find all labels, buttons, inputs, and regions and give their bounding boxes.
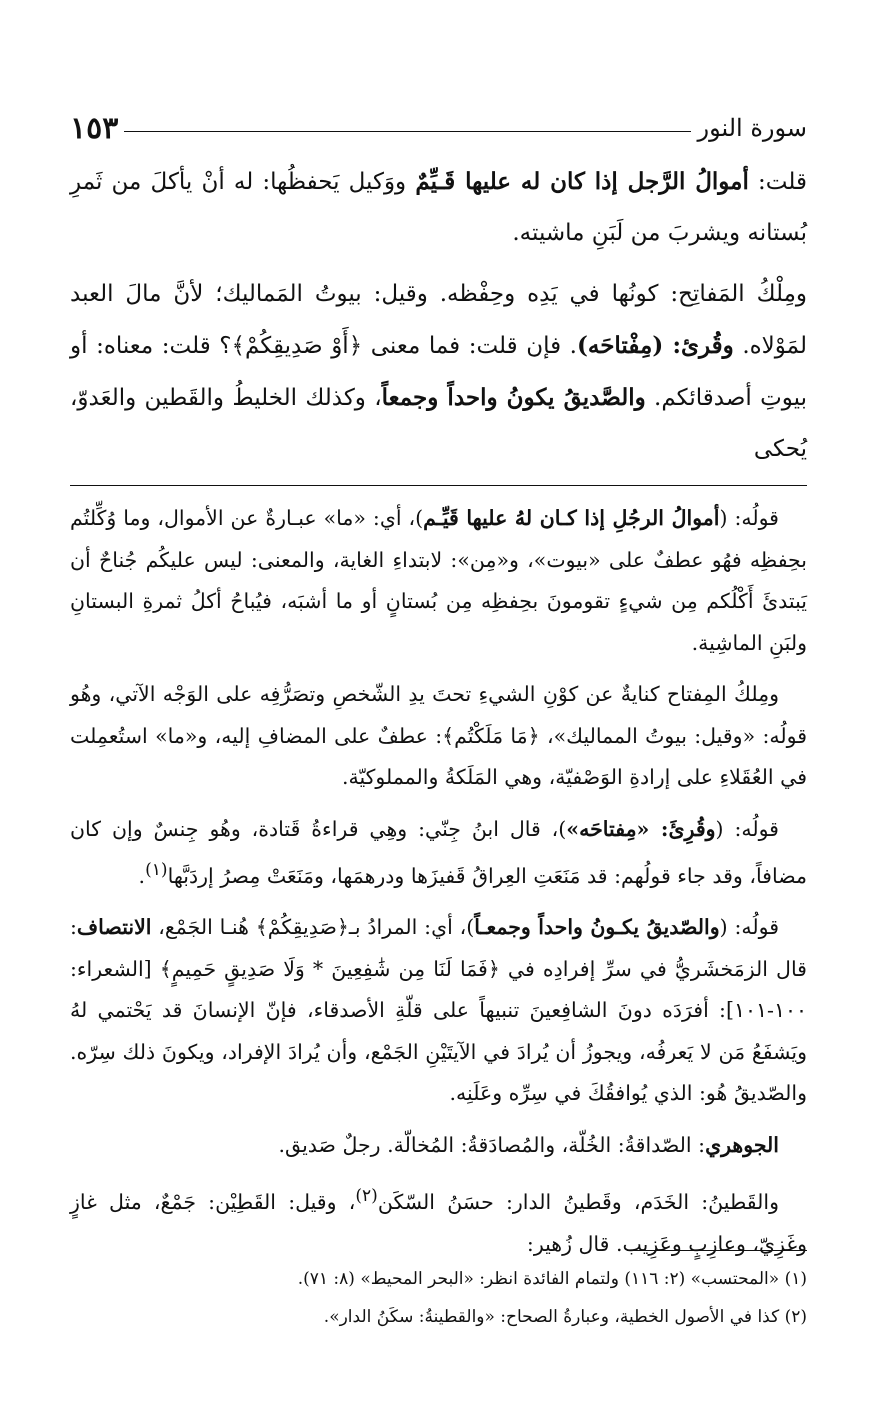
commentary-paragraph <box>70 809 807 898</box>
main-lemma: أموالُ الرَّجل إذا كان له عليها قَـيِّمٌ <box>415 168 749 195</box>
commentary-text: والقَطينُ: الخَدَم، وقَطينُ الدار: حسَنُ السّكَن <box>377 1190 779 1215</box>
main-text-segment: قلت: <box>748 169 808 195</box>
commentary-text: ، وقيل: القَطِيْن: جَمْعٌ، مثل غازٍ وغَزِيّ، وعازِبٍ وعَزِيب. قال زُهير: <box>70 1190 807 1256</box>
main-lemma: وقُرئ: (مِفْتاحَه) <box>576 332 734 359</box>
commentary-text: . <box>138 863 146 888</box>
footnote-ref[interactable]: (٢) <box>355 1186 378 1207</box>
commentary-paragraph <box>70 907 807 1115</box>
commentary <box>70 498 807 1265</box>
main-lemma: والصَّديقُ يكونُ واحداً وجمعاً <box>381 384 646 411</box>
commentary-text: ومِلكُ المِفتاح كنايةٌ عن كوْنِ الشيءِ تحتَ يدِ الشّخصِ وتصَرُّفِه على الوَجْه الآتي، وهُو قولُه: «وقيل: بيوتُ المماليك»، ﴿مَا مَلَكْتُم﴾: عطفٌ على المضافِ إليه، و«ما» استُعمِلت في العُقَلاءِ على إرادةِ الوَصْفيّة، وهي المَلَكةُ والمملوكيّة. <box>70 682 807 789</box>
footnote-item: (١) «المحتسب» (٢: ١١٦) ولتمام الفائدة انظر: «البحر المحيط» (٨: ٧١). <box>297 1269 807 1289</box>
commentary-text: : الصّداقةُ: الخُلّة، والمُصادَقةُ: المُخالّة. رجلٌ صَديق. <box>278 1132 706 1157</box>
surah-title: سورة النور <box>697 114 807 142</box>
commentary-text: )، قال ابنُ جِنّي: وهِي قراءةُ قَتادة، وهُو جِنسٌ وإن كان مضافاً، وقد جاء قولُهم: قد مَنَعَتِ العِراقُ قَفيزَها ودرهمَها، ومَنَعَتْ مِصرُ إردَبَّها <box>70 816 807 888</box>
main-paragraph <box>70 269 807 475</box>
footnote-item: (٢) كذا في الأصول الخطية، وعبارةُ الصحاح: «والقطينةُ: سكَنُ الدار». <box>323 1307 807 1327</box>
commentary-text: )، أي: المرادُ بـ﴿صَدِيقِكُمْ﴾ هُنـا الجَمْع، <box>151 915 475 940</box>
footnote-ref[interactable]: (١) <box>145 860 168 880</box>
commentary-text: : قال الزمَخشَريُّ في سرِّ إفرادِه في ﴿فَمَا لَنَا مِن شَٰفِعِينَ * وَلَا صَدِيقٍ حَمِيمٍ﴾ [الشعراء: ١٠٠-١٠١]: أفرَدَه دونَ الشافِعينَ تنبيهاً على قلّةِ الأصدقاء، فإنّ الإنسانَ قد يَحْتمي لهُ ويَشفَعُ مَن لا يَعرفُه، ويجوزُ أن يُرادَ في الآيتَيْنِ الجَمْع، وأن يُرادَ الإفراد، ويكونَ ذلك سِرّه. والصّديقُ هُو: الذي يُوافقُكَ في سِرِّه وعَلَنِه. <box>70 915 807 1106</box>
main-paragraph <box>70 156 807 259</box>
main-text <box>70 156 807 475</box>
commentary-lemma: أموالُ الرجُلِ إذا كـان لهُ عليها قَيِّـم <box>423 506 720 530</box>
commentary-paragraph <box>70 674 807 799</box>
main-text-segment: ووَكيل يَحفظُها: له أنْ يأكلَ من ثَمرِ بُستانه ويشربَ من لَبَنِ ماشيته. <box>70 169 807 246</box>
source-name: الانتصاف <box>76 915 152 940</box>
footnote-rule <box>627 1250 807 1251</box>
source-name: الجوهري <box>705 1132 779 1157</box>
footnotes <box>70 1260 807 1336</box>
main-text-segment: . فإن قلت: فما معنى ﴿أَوْ صَدِيقِكُمْ﴾؟ قلت: معناه: أو بيوتِ أصدقائكم. <box>70 333 808 411</box>
main-text-segment: ، وكذلك الخليطُ والقَطين والعَدوّ، يُحكى <box>70 385 807 462</box>
commentary-paragraph <box>70 1125 807 1167</box>
commentary-text: قولُه: ( <box>719 506 779 530</box>
page <box>70 108 807 1417</box>
commentary-paragraph <box>70 498 807 664</box>
running-header <box>70 108 807 148</box>
main-commentary-divider <box>70 485 807 486</box>
commentary-paragraph <box>70 1176 807 1265</box>
commentary-lemma: وقُرِئَ: «مِفتاحَه» <box>566 816 716 841</box>
commentary-text: قولُه: ( <box>719 915 779 940</box>
commentary-text: )، أي: «ما» عبـارةٌ عن الأموال، وما وُكِّلتُم بحِفظِه فهُو عطفٌ على «بيوت»، و«مِن»: لابتداءِ الغاية، والمعنى: ليس عليكُم جُناحٌ أن يَبتدئَ أَكْلُكم مِن شيءٍ تقومونَ بحِفظِه مِن بُستانٍ أو ما أشبَه، فيُباحُ أكلُ ثمرةِ البستانِ ولبَنِ الماشِية. <box>70 506 807 655</box>
commentary-text: قولُه: ( <box>715 816 779 841</box>
main-text-segment: ومِلْكُ المَفاتِح: كونُها في يَدِه وحِفْظه. وقيل: بيوتُ المَماليك؛ لأنَّ مالَ العبد لمَوْلاه. <box>70 281 807 359</box>
page-number: ١٥٣ <box>70 110 119 146</box>
commentary-lemma: والصّديقُ يكـونُ واحداً وجمعـاً <box>474 915 720 940</box>
header-rule <box>124 131 691 132</box>
